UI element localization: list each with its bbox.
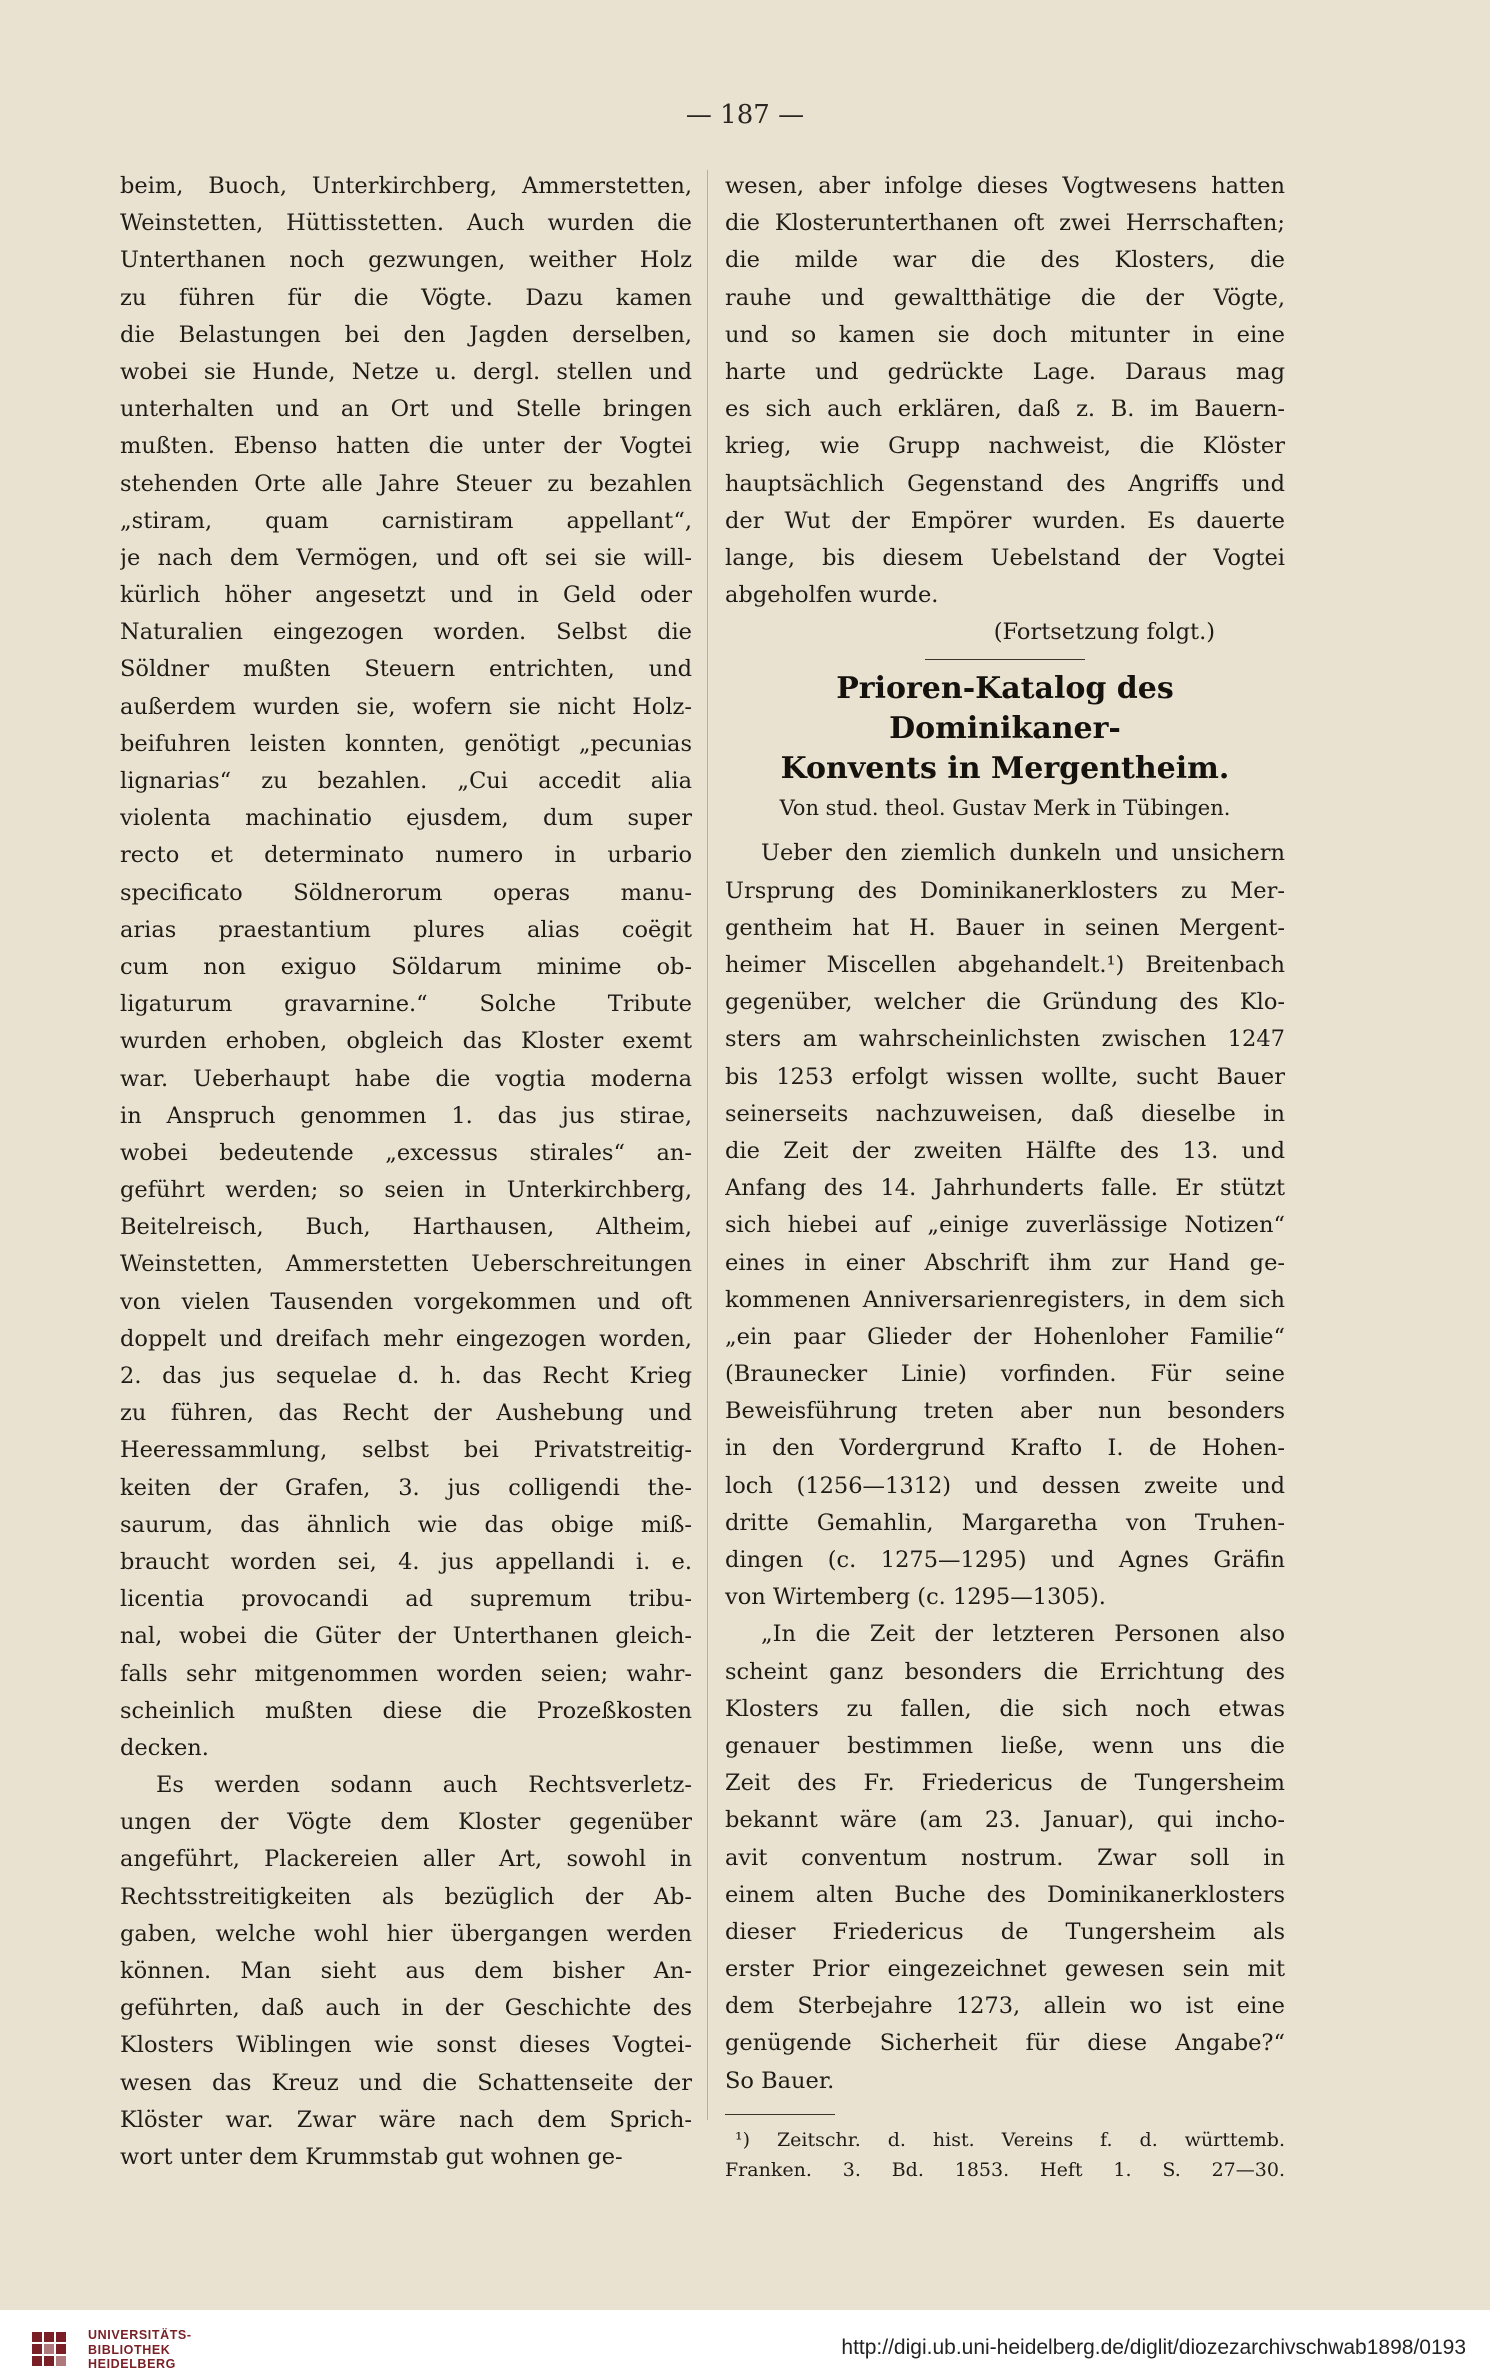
footnote-rule [725,2114,835,2115]
text-line: sich hiebei auf „einige zuverlässige Notizen“ [725,1212,1285,1239]
text-line: bis 1253 erfolgt wissen wollte, sucht Bauer [725,1063,1285,1090]
section-divider [725,651,1285,669]
text-line: genügende Sicherheit für diese Angabe?“ [725,2030,1285,2057]
text-line: Ueber den ziemlich dunkeln und unsichern [761,840,1285,867]
text-line: war. Ueberhaupt habe die vogtia moderna [120,1065,692,1092]
text-line: Zeit des Fr. Friedericus de Tungersheim [725,1770,1285,1797]
text-line: ungen der Vögte dem Kloster gegenüber [120,1809,692,1836]
source-url-link[interactable]: http://digi.ub.uni-heidelberg.de/diglit/diozezarchivschwab1898/0193 [841,2336,1466,2359]
text-line: 2. das jus sequelae d. h. das Recht Krieg [120,1363,692,1389]
text-line: lignarias“ zu bezahlen. „Cui accedit alia [120,768,692,794]
text-line: wort unter dem Krummstab gut wohnen ge- [120,2143,623,2170]
text-line: Naturalien eingezogen worden. Selbst die [120,619,692,646]
text-line: keiten der Grafen, 3. jus colligendi the- [120,1474,692,1501]
text-line: Weinstetten, Hüttisstetten. Auch wurden die [120,210,692,237]
text-line: zu führen, das Recht der Aushebung und [120,1400,692,1427]
text-line: Ursprung des Dominikanerklosters zu Mer- [725,877,1285,904]
text-line: „In die Zeit der letzteren Personen also [761,1621,1285,1648]
text-line: recto et determinato numero in urbario [120,842,692,869]
footnote-line-1: ¹) Zeitschr. d. hist. Vereins f. d. württemb. [735,2128,1285,2151]
text-line: die Klosterunterthanen oft zwei Herrschaften; [725,210,1285,237]
text-line: geführten, daß auch in der Geschichte des [120,1995,692,2022]
section-heading-line-2: Konvents in Mergentheim. [780,751,1230,787]
text-line: harte und gedrückte Lage. Daraus mag [725,358,1285,385]
text-line: bekannt wäre (am 23. Januar), qui incho- [725,1807,1285,1834]
text-line: heimer Miscellen abgehandelt.¹) Breitenbach [725,952,1285,978]
text-line: nal, wobei die Güter der Unterthanen gleich- [120,1623,692,1650]
text-line: violenta machinatio ejusdem, dum super [120,805,692,832]
text-line: hauptsächlich Gegenstand des Angriffs und [725,470,1285,497]
right-column [725,168,1285,2185]
text-line: und so kamen sie doch mitunter in eine [725,321,1285,348]
text-line: abgeholfen wurde. [725,582,939,609]
text-line: mußten. Ebenso hatten die unter der Vogtei [120,433,692,460]
text-line: Rechtsstreitigkeiten als bezüglich der Ab- [120,1883,692,1910]
text-line: saurum, das ähnlich wie das obige miß- [120,1511,692,1538]
section-heading [725,669,1285,789]
institution-line-1: UNIVERSITÄTS- [88,2328,192,2342]
text-line: gaben, welche wohl hier übergangen werden [120,1920,692,1947]
left-column [120,168,692,2176]
text-line: stehenden Orte alle Jahre Steuer zu bezahlen [120,470,692,497]
text-line: Klosters Wiblingen wie sonst dieses Vogtei- [120,2032,692,2059]
text-line: Beitelreisch, Buch, Harthausen, Altheim, [120,1214,692,1241]
text-line: von vielen Tausenden vorgekommen und oft [120,1288,692,1315]
text-line: doppelt und dreifach mehr eingezogen worden, [120,1325,692,1352]
text-line: kürlich höher angesetzt und in Geld oder [120,582,692,609]
text-line: wurden erhoben, obgleich das Kloster exemt [120,1028,692,1055]
text-line: So Bauer. [725,2067,835,2094]
university-seal-icon [30,2330,78,2370]
text-line: gentheim hat H. Bauer in seinen Mergent- [725,914,1285,941]
text-line: dingen (c. 1275—1295) und Agnes Gräfin [725,1547,1285,1573]
text-line: licentia provocandi ad supremum tribu- [120,1586,692,1613]
text-line: kommenen Anniversarienregisters, in dem sich [725,1286,1285,1313]
text-line: Klosters zu fallen, die sich noch etwas [725,1695,1285,1722]
text-line: krieg, wie Grupp nachweist, die Klöster [725,433,1285,460]
text-line: beim, Buoch, Unterkirchberg, Ammerstetten, [120,173,692,199]
text-line: angeführt, Plackereien aller Art, sowohl in [120,1846,692,1873]
text-line: arias praestantium plures alias coëgit [120,916,692,943]
right-column-body-text [725,835,1285,2099]
text-line: zu führen für die Vögte. Dazu kamen [120,284,692,311]
institution-line-2: BIBLIOTHEK [88,2342,171,2357]
text-line: dieser Friedericus de Tungersheim als [725,1918,1285,1945]
text-line: gegenüber, welcher die Gründung des Klo- [725,989,1285,1016]
text-line: Söldner mußten Steuern entrichten, und [120,656,692,683]
text-line: die Belastungen bei den Jagden derselben, [120,321,692,348]
page-number: — 187 — [685,100,805,130]
text-line: Unterthanen noch gezwungen, weither Holz [120,247,692,274]
text-line: genauer bestimmen ließe, wenn uns die [725,1732,1285,1759]
footnote-line-2: Franken. 3. Bd. 1853. Heft 1. S. 27—30. [725,2158,1285,2181]
text-line: erster Prior eingezeichnet gewesen sein mit [725,1956,1285,1983]
text-line: dem Sterbejahre 1273, allein wo ist eine [725,1993,1285,2020]
text-line: avit conventum nostrum. Zwar soll in [725,1844,1285,1871]
text-line: Beweisführung treten aber nun besonders [725,1398,1285,1425]
text-line: braucht worden sei, 4. jus appellandi i. e. [120,1548,692,1575]
byline: Von stud. theol. Gustav Merk in Tübingen. [779,796,1231,821]
institution-name [88,2328,192,2372]
text-line: Anfang des 14. Jahrhunderts falle. Er stützt [725,1175,1285,1202]
text-line: außerdem wurden sie, wofern sie nicht Holz- [120,693,692,720]
text-line: geführt werden; so seien in Unterkirchberg, [120,1177,692,1204]
text-line: in Anspruch genommen 1. das jus stirae, [120,1102,692,1129]
text-line: die Zeit der zweiten Hälfte des 13. und [725,1137,1285,1164]
text-line: (Braunecker Linie) vorfinden. Für seine [725,1361,1285,1388]
text-line: loch (1256—1312) und dessen zweite und [725,1472,1285,1499]
text-line: „stiram, quam carnistiram appellant“, [120,507,692,534]
text-line: decken. [120,1734,209,1761]
text-line: specificato Söldnerorum operas manu- [120,879,692,906]
text-line: je nach dem Vermögen, und oft sei sie will- [120,544,692,571]
text-line: „ein paar Glieder der Hohenloher Familie“ [725,1323,1285,1350]
text-line: Klöster war. Zwar wäre nach dem Sprich- [120,2106,692,2133]
text-line: der Wut der Empörer wurden. Es dauerte [725,507,1285,534]
text-line: die milde war die des Klosters, die [725,247,1285,274]
text-line: wobei bedeutende „excessus stirales“ an- [120,1139,692,1166]
text-line: sters am wahrscheinlichsten zwischen 1247 [725,1026,1285,1053]
text-line: unterhalten und an Ort und Stelle bringen [120,396,692,423]
column-divider [707,170,708,2120]
text-line: Heeressammlung, selbst bei Privatstreitig- [120,1437,692,1464]
right-column-top-text [725,168,1285,614]
text-line: scheinlich mußten diese die Prozeßkosten [120,1697,692,1724]
text-line: Weinstetten, Ammerstetten Ueberschreitungen [120,1251,692,1278]
text-line: rauhe und gewaltthätige die der Vögte, [725,284,1285,311]
text-line: es sich auch erklären, daß z. B. im Bauern- [725,396,1285,423]
text-line: seinerseits nachzuweisen, daß dieselbe in [725,1100,1285,1127]
text-line: einem alten Buche des Dominikanerklosters [725,1881,1285,1908]
text-line: ligaturum gravarnine.“ Solche Tribute [120,991,692,1018]
text-line: wesen, aber infolge dieses Vogtwesens hatten [725,173,1285,199]
text-line: wesen das Kreuz und die Schattenseite der [120,2069,692,2096]
text-line: beifuhren leisten konnten, genötigt „pecunias [120,730,692,757]
text-line: scheint ganz besonders die Errichtung des [725,1658,1285,1685]
text-line: Es werden sodann auch Rechtsverletz- [156,1772,692,1799]
text-line: in den Vordergrund Krafto I. de Hohen- [725,1435,1285,1462]
text-line: dritte Gemahlin, Margaretha von Truhen- [725,1509,1285,1536]
institution-line-3: HEIDELBERG [88,2357,176,2371]
text-line: von Wirtemberg (c. 1295—1305). [725,1584,1106,1611]
text-line: lange, bis diesem Uebelstand der Vogtei [725,544,1285,571]
text-line: falls sehr mitgenommen worden seien; wahr- [120,1660,692,1687]
section-heading-line-1: Prioren-Katalog des Dominikaner- [836,671,1174,747]
text-line: cum non exiguo Söldarum minime ob- [120,953,692,980]
text-line: können. Man sieht aus dem bisher An- [120,1958,692,1984]
text-line: eines in einer Abschrift ihm zur Hand ge- [725,1249,1285,1276]
continuation-note: (Fortsetzung folgt.) [993,619,1215,646]
text-line: wobei sie Hunde, Netze u. dergl. stellen und [120,358,692,385]
